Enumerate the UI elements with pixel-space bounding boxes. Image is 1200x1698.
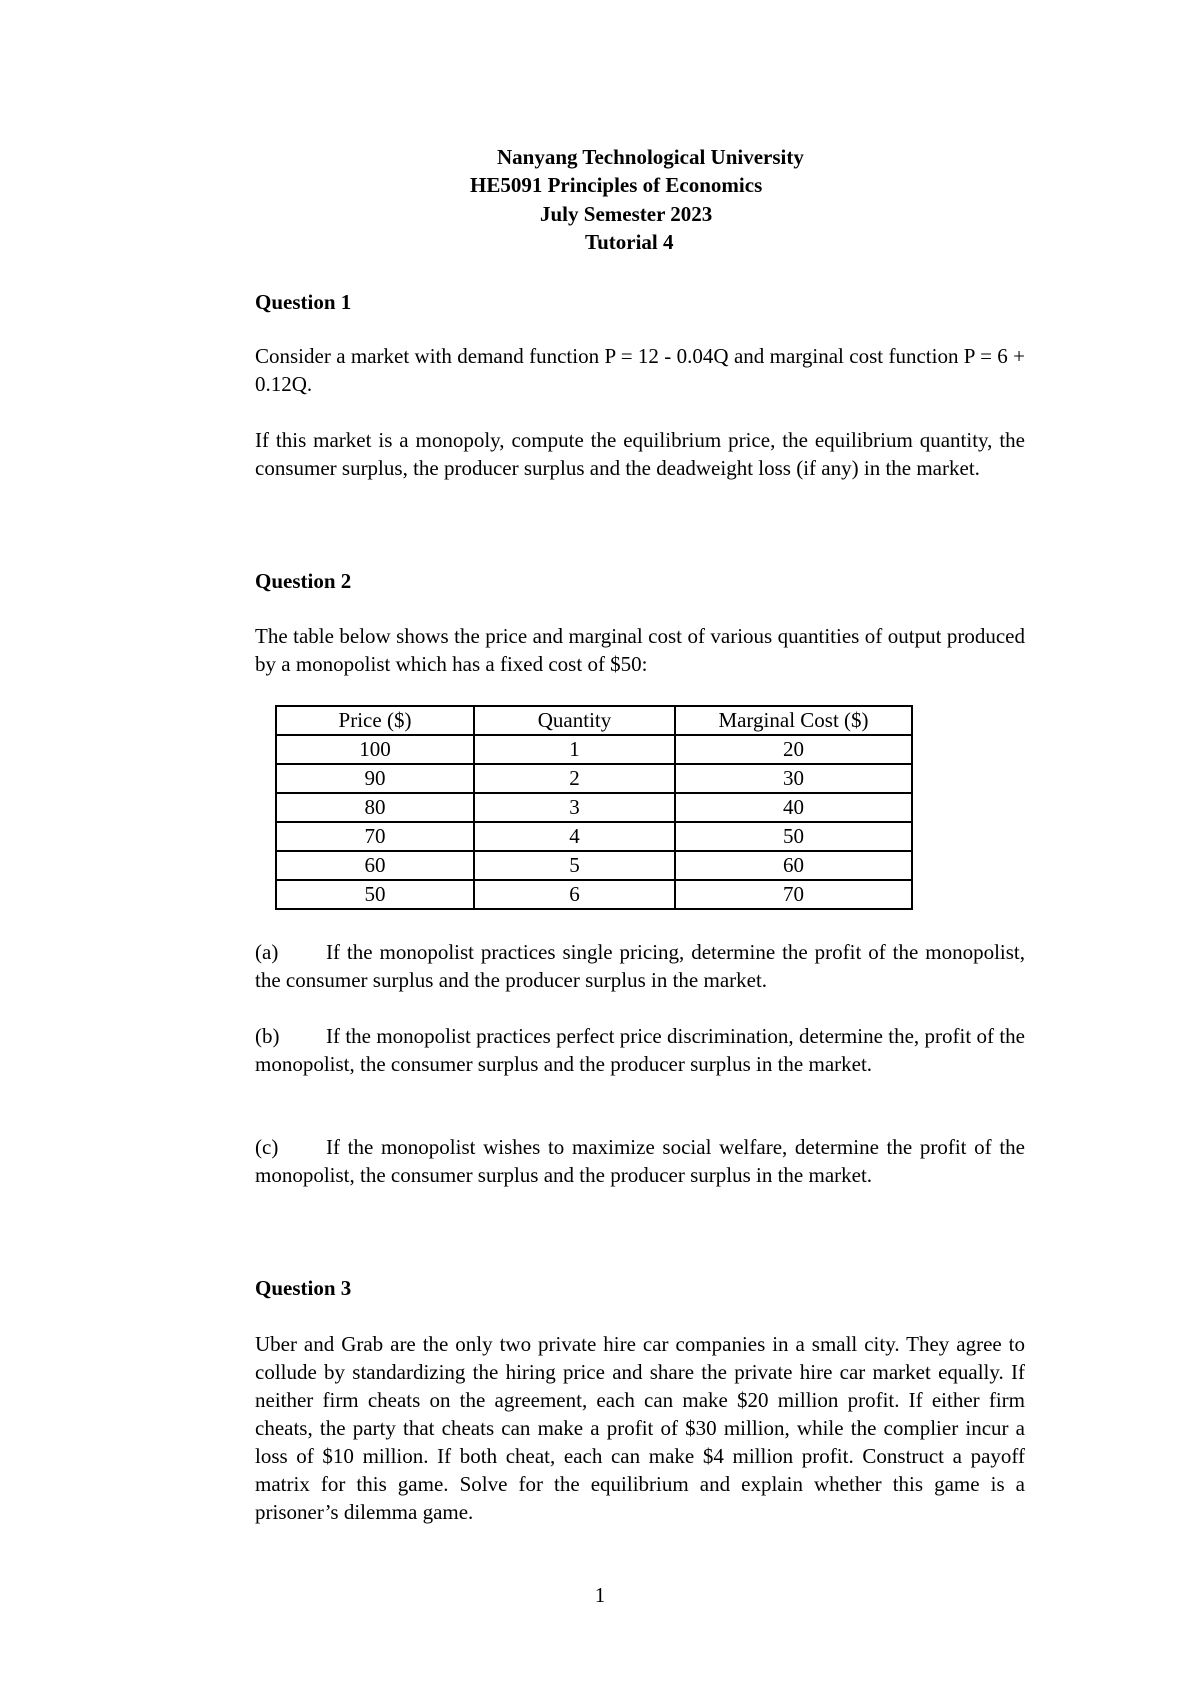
question-2-part-b — [255, 1022, 1025, 1078]
cell-price: 90 — [276, 764, 474, 793]
table-header-row — [276, 706, 912, 735]
page-number: 1 — [594, 1583, 606, 1607]
cell-quantity: 1 — [474, 735, 675, 764]
part-label: (b) — [255, 1024, 280, 1048]
table-row — [276, 851, 912, 880]
question-2-intro: The table below shows the price and marginal cost of various quantities of output produced by a monopolist which has a fixed cost of $50: — [255, 624, 1025, 676]
header-price: Price ($) — [276, 706, 474, 735]
question-2-part-a — [255, 938, 1025, 994]
cell-price: 70 — [276, 822, 474, 851]
cell-marginal-cost: 50 — [675, 822, 912, 851]
part-label: (c) — [255, 1135, 279, 1159]
part-text: If the monopolist wishes to maximize social welfare, determine the profit of the monopolist, the consumer surplus and the producer surplus in the market. — [255, 1135, 1025, 1187]
header-marginal-cost: Marginal Cost ($) — [675, 706, 912, 735]
question-3-text: Uber and Grab are the only two private hire car companies in a small city. They agree to collude by standardizing the hiring price and share the private hire car market equally. If neither firm cheats on the agreement, each can make $20 million profit. If either firm cheats, the party that cheats can make a profit of $30 million, while the complier incur a loss of $10 million. If both cheat, each can make $4 million profit. Construct a payoff matrix for this game. Solve for the equilibrium and explain whether this game is a prisoner’s dilemma game. — [255, 1332, 1025, 1524]
part-text: If the monopolist practices perfect price discrimination, determine the, profit of the monopolist, the consumer surplus and the producer surplus in the market. — [255, 1024, 1025, 1076]
cell-quantity: 4 — [474, 822, 675, 851]
table-row — [276, 793, 912, 822]
cell-price: 80 — [276, 793, 474, 822]
cell-marginal-cost: 70 — [675, 880, 912, 909]
table-row — [276, 764, 912, 793]
part-label: (a) — [255, 940, 279, 964]
question-2-heading: Question 2 — [255, 569, 352, 593]
cell-quantity: 6 — [474, 880, 675, 909]
question-2-part-c — [255, 1133, 1025, 1189]
cell-marginal-cost: 40 — [675, 793, 912, 822]
semester: July Semester 2023 — [540, 202, 713, 226]
table-row — [276, 735, 912, 764]
price-quantity-table — [275, 705, 913, 910]
cell-quantity: 5 — [474, 851, 675, 880]
question-3-heading: Question 3 — [255, 1276, 352, 1300]
cell-quantity: 2 — [474, 764, 675, 793]
header-quantity: Quantity — [474, 706, 675, 735]
tutorial-title: Tutorial 4 — [585, 230, 674, 254]
cell-price: 50 — [276, 880, 474, 909]
cell-quantity: 3 — [474, 793, 675, 822]
university-name: Nanyang Technological University — [497, 145, 804, 169]
cell-marginal-cost: 30 — [675, 764, 912, 793]
question-1-task: If this market is a monopoly, compute the equilibrium price, the equilibrium quantity, the consumer surplus, the producer surplus and the deadweight loss (if any) in the market. — [255, 428, 1025, 480]
cell-marginal-cost: 20 — [675, 735, 912, 764]
table-row — [276, 880, 912, 909]
part-text: If the monopolist practices single pricing, determine the profit of the monopolist, the consumer surplus and the producer surplus in the market. — [255, 940, 1025, 992]
cell-price: 60 — [276, 851, 474, 880]
course-title: HE5091 Principles of Economics — [470, 173, 763, 197]
question-1-text: Consider a market with demand function P = 12 - 0.04Q and marginal cost function P = 6 + 0.12Q. — [255, 344, 1025, 396]
cell-price: 100 — [276, 735, 474, 764]
question-1-heading: Question 1 — [255, 290, 352, 314]
cell-marginal-cost: 60 — [675, 851, 912, 880]
table-row — [276, 822, 912, 851]
